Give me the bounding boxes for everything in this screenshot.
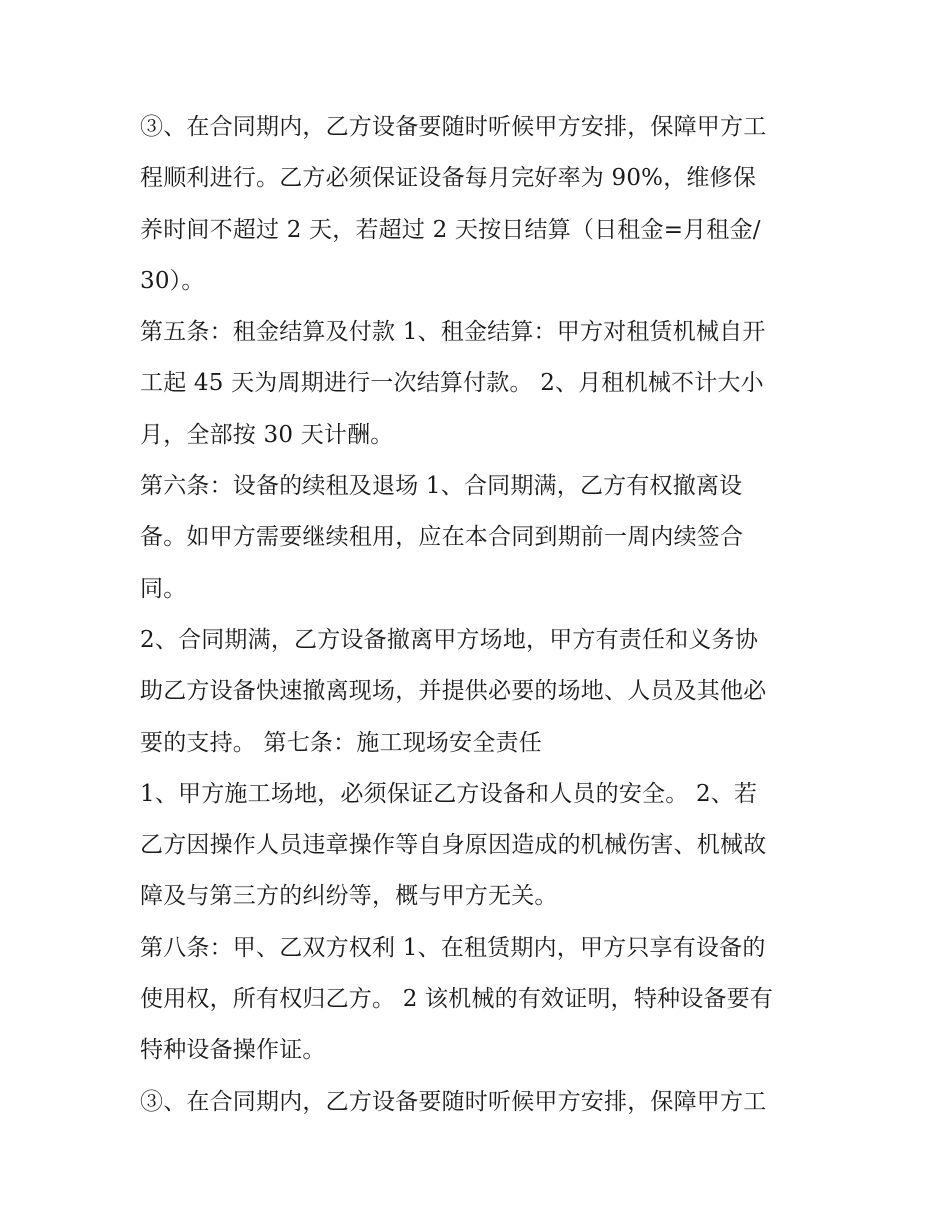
text-line: 乙方因操作人员违章操作等自身原因造成的机械伤害、机械故 [140,832,767,859]
text-line: 2、合同期满，乙方设备撤离甲方场地，甲方有责任和义务协 [140,626,759,653]
text-line: 程顺利进行。乙方必须保证设备每月完好率为 90%，维修保 [140,165,757,192]
text-line: 第八条：甲、乙双方权利 1、在租赁期内，甲方只享有设备的 [140,934,766,961]
text-line: 同。 [140,575,187,602]
text-line: 使用权，所有权归乙方。 2 该机械的有效证明，特种设备要有 [140,986,774,1013]
text-line: 特种设备操作证。 [140,1037,326,1064]
text-line: 要的支持。 第七条：施工现场安全责任 [140,729,542,756]
text-line: 备。如甲方需要继续租用，应在本合同到期前一周内续签合 [140,524,744,551]
text-line: 1、甲方施工场地，必须保证乙方设备和人员的安全。 2、若 [140,780,758,807]
text-line: 养时间不超过 2 天，若超过 2 天按日结算（日租金=月租金/ [140,216,761,243]
document-body [140,102,820,1128]
text-line: 30）。 [140,267,205,294]
text-line: ③、在合同期内，乙方设备要随时听候甲方安排，保障甲方工 [140,1088,767,1115]
text-line: 工起 45 天为周期进行一次结算付款。 2、月租机械不计大小 [140,370,764,397]
text-line: 第五条：租金结算及付款 1、租金结算：甲方对租赁机械自开 [140,319,766,346]
text-line: 障及与第三方的纠纷等，概与甲方无关。 [140,883,558,910]
text-line: 月，全部按 30 天计酬。 [140,421,394,448]
text-line: 第六条：设备的续租及退场 1、合同期满，乙方有权撤离设 [140,473,743,500]
text-line: 助乙方设备快速撤离现场，并提供必要的场地、人员及其他必 [140,678,767,705]
text-line: ③、在合同期内，乙方设备要随时听候甲方安排，保障甲方工 [140,114,767,140]
